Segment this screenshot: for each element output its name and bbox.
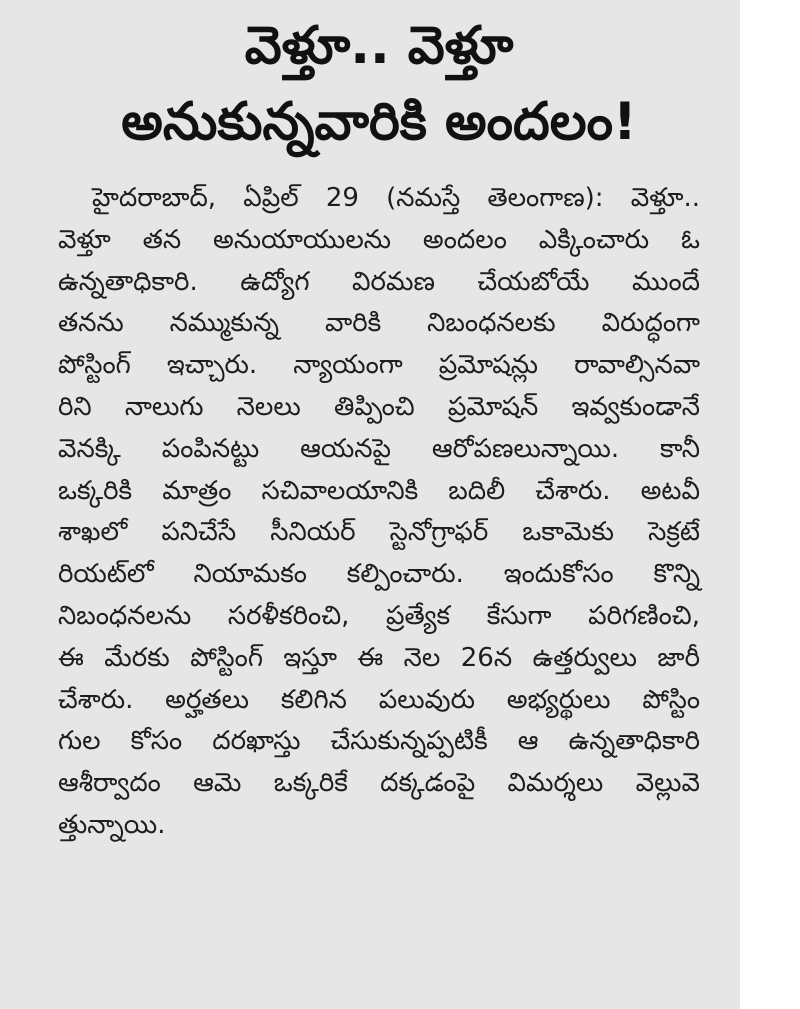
article-body [58, 178, 700, 847]
body-line: తనను నమ్ముకున్న వారికి నిబంధనలకు విరుద్ధంగా [58, 308, 700, 339]
body-line: నిబంధనలను సరళీకరించి, ప్రత్యేక కేసుగా పరిగణించి, [58, 600, 700, 631]
body-line: రియట్‌లో నియామకం కల్పించారు. ఇందుకోసం కొన్ని [58, 559, 700, 590]
body-line: వెళ్తూ తన అనుయాయులను అందలం ఎక్కించారు ఓ [58, 224, 700, 255]
page-margin [740, 0, 800, 1009]
body-line: చేశారు. అర్హతలు కలిగిన పలువురు అభ్యర్థులు పోస్టిం [58, 684, 700, 715]
body-line: ఈ మేరకు పోస్టింగ్ ఇస్తూ ఈ నెల 26న ఉత్తర్వులు జారీ [58, 642, 700, 673]
body-line: శాఖలో పనిచేసే సీనియర్ స్టెనోగ్రాఫర్ ఒకామెకు సెక్రటే [58, 517, 700, 548]
body-line: వెనక్కి పంపినట్టు ఆయనపై ఆరోపణలున్నాయి. కానీ [58, 433, 700, 464]
headline-line-2: అనుకున్నవారికి అందలం! [121, 92, 637, 152]
body-line: ఆశీర్వాదం ఆమె ఒక్కరికే దక్కడంపై విమర్శలు వెల్లువె [58, 768, 700, 799]
body-line: ఉన్నతాధికారి. ఉద్యోగ విరమణ చేయబోయే ముందే [58, 266, 700, 297]
body-line: రిని నాలుగు నెలలు తిప్పించి ప్రమోషన్ ఇవ్వకుండానే [58, 391, 700, 422]
headline [58, 0, 700, 160]
body-line: హైదరాబాద్, ఏప్రిల్ 29 (నమస్తే తెలంగాణ): వెళ్తూ.. [92, 183, 700, 213]
body-line: త్తున్నాయి. [58, 809, 166, 840]
body-line: పోస్టింగ్ ఇచ్చారు. న్యాయంగా ప్రమోషన్లు రావాల్సినవా [58, 350, 700, 381]
headline-line-1: వెళ్తూ.. వెళ్తూ [244, 16, 514, 76]
body-line: ఒక్కరికి మాత్రం సచివాలయానికి బదిలీ చేశారు. అటవీ [58, 475, 700, 506]
body-line: గుల కోసం దరఖాస్తు చేసుకున్నప్పటికీ ఆ ఉన్నతాధికారి [58, 726, 700, 757]
